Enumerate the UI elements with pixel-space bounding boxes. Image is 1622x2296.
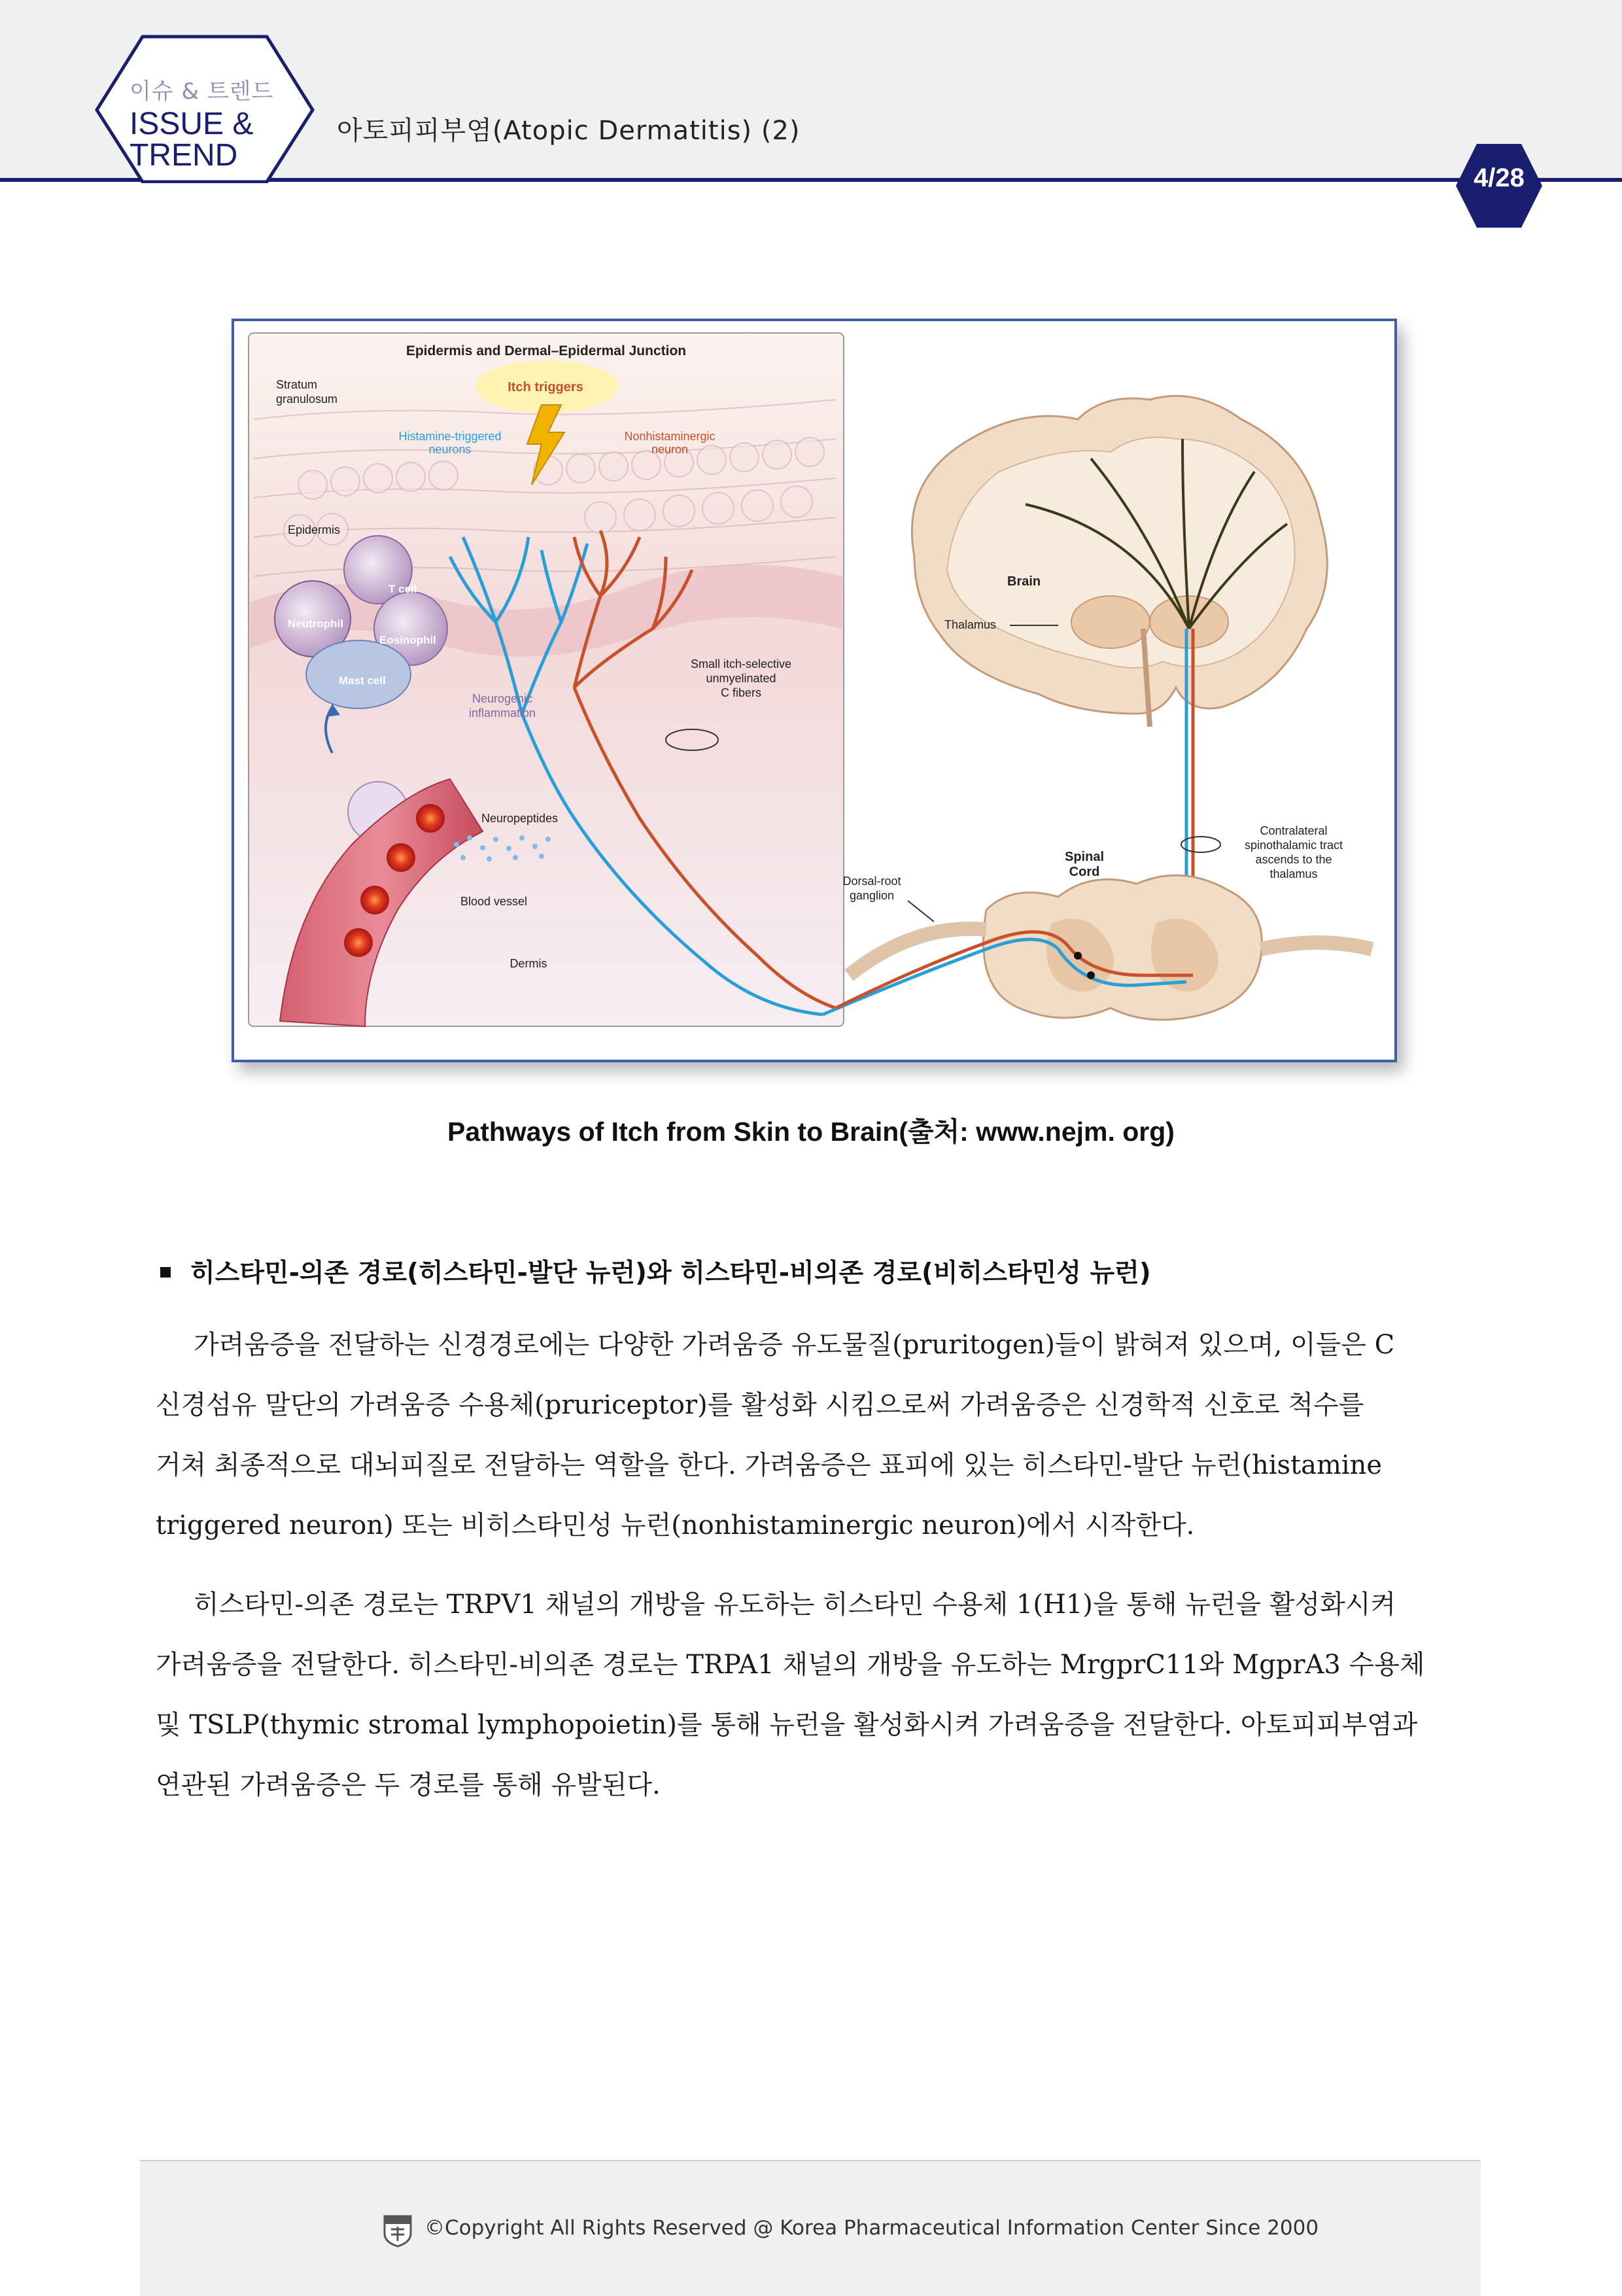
- copyright-text: ©Copyright All Rights Reserved @ Korea Pharmaceutical Information Center Since 2000: [424, 2216, 1319, 2240]
- badge-trend-label: TREND: [129, 138, 238, 173]
- label-neuropeptides: Neuropeptides: [481, 812, 559, 825]
- page-number: 4/28: [1474, 164, 1525, 192]
- paragraph-1-line-3: 거쳐 최종적으로 대뇌피질로 전달하는 역할을 한다. 가려움증은 표피에 있는 히스타민-발단 뉴런(histamine: [156, 1450, 1383, 1480]
- brain-section: [912, 396, 1327, 727]
- synapse-dot: [1074, 952, 1082, 960]
- page-footer: [140, 2160, 1481, 2296]
- label-dermis: Dermis: [509, 957, 547, 970]
- label-blood-vessel: Blood vessel: [460, 895, 528, 908]
- label-mast-cell: Mast cell: [339, 674, 386, 687]
- label-contra-2: spinothalamic tract: [1244, 839, 1343, 852]
- paragraph-1-line-4: triggered neuron) 또는 비히스타민성 뉴런(nonhistaminergic neuron)에서 시작한다.: [156, 1510, 1195, 1540]
- label-small-itch-2: unmyelinated: [706, 672, 776, 685]
- label-histamine-1: Histamine-triggered: [398, 430, 502, 443]
- document-title: 아토피피부염(Atopic Dermatitis) (2): [337, 116, 801, 146]
- label-spinal-1: Spinal: [1064, 850, 1105, 864]
- label-contra-1: Contralateral: [1260, 824, 1328, 837]
- label-contra-4: thalamus: [1269, 867, 1318, 880]
- label-t-cell: T cell: [388, 583, 417, 595]
- paragraph-2-line-4: 연관된 가려움증은 두 경로를 통해 유발된다.: [156, 1770, 661, 1800]
- label-spinal-2: Cord: [1069, 865, 1100, 879]
- label-nonhist-1: Nonhistaminergic: [624, 430, 716, 443]
- label-stratum-1: Stratum: [276, 378, 318, 391]
- label-drg-2: ganglion: [849, 889, 895, 902]
- label-small-itch-1: Small itch-selective: [690, 657, 792, 670]
- label-brain: Brain: [1007, 574, 1041, 589]
- paragraph-1-line-2: 신경섬유 말단의 가려움증 수용체(pruriceptor)를 활성화 시킴으로써 가려움증은 신경학적 신호로 척수를: [156, 1390, 1364, 1420]
- label-eosinophil: Eosinophil: [379, 634, 436, 646]
- spinal-cord-section: [849, 875, 1372, 1020]
- paragraph-2-line-1: 히스타민-의존 경로는 TRPV1 채널의 개방을 유도하는 히스타민 수용체 1(H1)을 통해 뉴런을 활성화시켜: [194, 1590, 1396, 1620]
- label-neurogenic-1: Neurogenic: [472, 692, 533, 705]
- label-drg-1: Dorsal-root: [842, 875, 901, 888]
- badge-korean-label: 이슈 & 트렌드: [129, 78, 274, 105]
- thalamus-region: [1071, 596, 1150, 648]
- itch-pathway-illustration: [234, 321, 1394, 1060]
- kpic-shield-icon: [382, 2214, 413, 2248]
- label-thalamus: Thalamus: [944, 618, 997, 631]
- label-neutrophil: Neutrophil: [288, 617, 343, 630]
- figure-caption: Pathways of Itch from Skin to Brain(출처: www.nejm. org): [447, 1117, 1175, 1147]
- paragraph-2-line-2: 가려움증을 전달한다. 히스타민-비의존 경로는 TRPA1 채널의 개방을 유도하는 MrgprC11와 MgprA3 수용체: [156, 1650, 1425, 1680]
- badge-issue-label: ISSUE &: [129, 107, 254, 141]
- section-heading-text: 히스타민-의존 경로(히스타민-발단 뉴런)와 히스타민-비의존 경로(비히스타민성 뉴런): [190, 1259, 1151, 1288]
- section-heading: [160, 1253, 1151, 1289]
- label-small-itch-3: C fibers: [720, 686, 762, 699]
- itch-pathway-figure: [232, 319, 1397, 1062]
- paragraph-1-line-1: 가려움증을 전달하는 신경경로에는 다양한 가려움증 유도물질(pruritogen)들이 밝혀져 있으며, 이들은 C: [194, 1330, 1395, 1360]
- label-nonhist-2: neuron: [651, 443, 689, 456]
- label-contra-3: ascends to the: [1255, 853, 1332, 866]
- label-stratum-2: granulosum: [276, 392, 338, 406]
- label-histamine-2: neurons: [428, 443, 472, 456]
- label-epidermis: Epidermis: [288, 523, 341, 536]
- square-bullet-icon: [160, 1267, 171, 1278]
- label-neurogenic-2: inflammation: [468, 706, 536, 720]
- paragraph-2-line-3: 및 TSLP(thymic stromal lymphopoietin)를 통해 뉴런을 활성화시켜 가려움증을 전달한다. 아토피피부염과: [156, 1710, 1418, 1740]
- label-itch-triggers: Itch triggers: [508, 380, 583, 394]
- page-header: [0, 0, 1622, 235]
- panel-title: Epidermis and Dermal–Epidermal Junction: [406, 343, 687, 358]
